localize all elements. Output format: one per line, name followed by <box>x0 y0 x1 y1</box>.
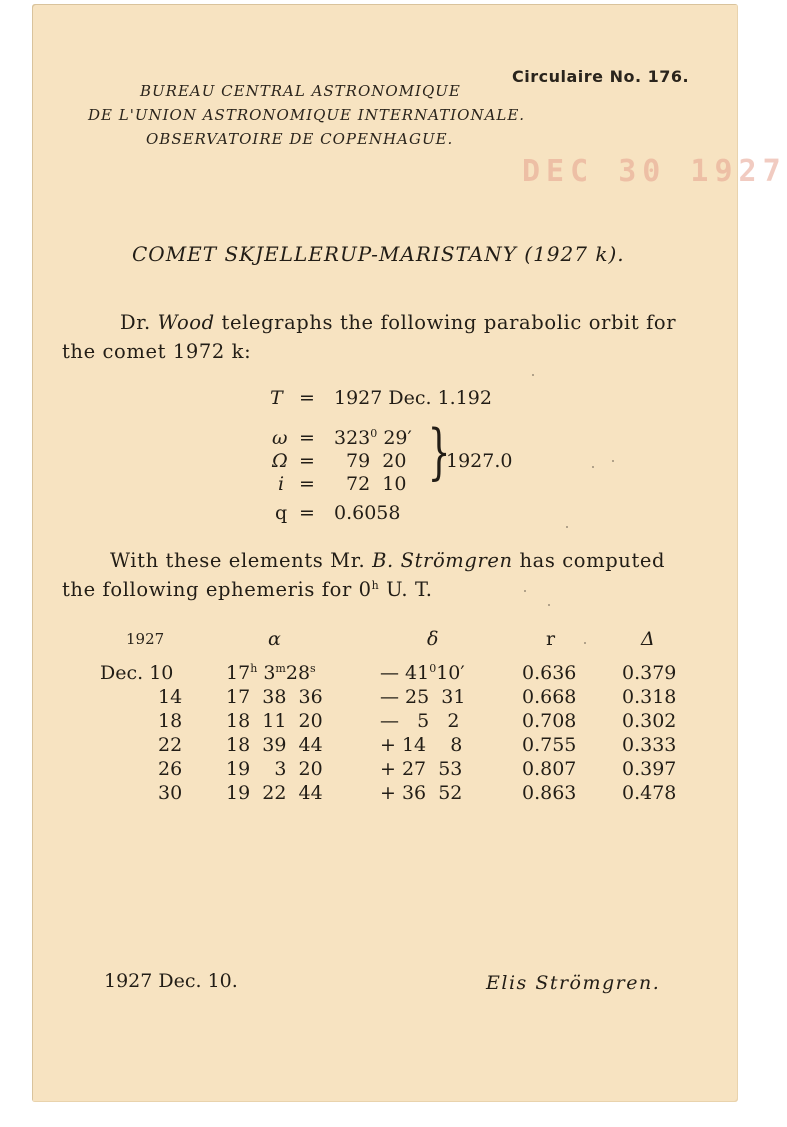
computer-name: B. Strömgren <box>372 549 513 572</box>
row-date: Dec. 10 <box>100 662 174 684</box>
signature: Elis Strömgren. <box>486 972 661 994</box>
ephem-intro-text: With these elements Mr. <box>110 549 373 572</box>
equals-sign: = <box>299 502 315 524</box>
ephemeris-year: 1927 <box>126 630 165 648</box>
omega-glyph: ω <box>272 427 288 449</box>
row-r: 0.636 <box>522 662 577 684</box>
row-ra: 18 39 44 <box>226 734 323 756</box>
row-r: 0.668 <box>522 686 577 708</box>
bureau-line-2: DE L'UNION ASTRONOMIQUE INTERNATIONALE. <box>88 106 526 124</box>
hours-superscript: h <box>371 579 380 592</box>
row-dec: — $41^010'$ <box>380 662 465 684</box>
symbol-q: q <box>275 502 288 524</box>
ephem-intro-text: the following ephemeris for 0 <box>62 578 372 601</box>
row-dec: + 36 52 <box>380 782 463 804</box>
observer-name: Wood <box>157 311 215 334</box>
row-ra: 18 11 20 <box>226 710 323 732</box>
ephem-intro-text: U. T. <box>379 578 433 601</box>
intro-line-1 <box>120 311 676 334</box>
issue-date: 1927 Dec. 10. <box>104 970 238 992</box>
equals-sign: = <box>299 450 315 472</box>
inclination-value: 72 10 <box>346 473 407 495</box>
node-value: 79 20 <box>346 450 407 472</box>
row-date: 26 <box>158 758 183 780</box>
row-ra: 19 3 20 <box>226 758 323 780</box>
right-brace: } <box>427 417 451 487</box>
symbol-node <box>272 450 288 472</box>
row-r: 0.807 <box>522 758 577 780</box>
ra-hours: 17 <box>226 662 251 684</box>
row-ra: 17 38 36 <box>226 686 323 708</box>
column-header-delta: δ <box>427 628 439 650</box>
omega-value: $323^0$ 29′ <box>334 427 412 449</box>
row-r: 0.708 <box>522 710 577 732</box>
equals-sign: = <box>299 387 315 409</box>
ephemeris-intro-line-1 <box>110 549 665 572</box>
comet-title: COMET SKJELLERUP-MARISTANY (1927 k). <box>132 242 625 266</box>
perihelion-distance: 0.6058 <box>334 502 401 524</box>
perihelion-time: 1927 Dec. 1.192 <box>334 387 492 409</box>
row-date: 14 <box>158 686 183 708</box>
intro-line-2: the comet 1972 k: <box>62 340 252 363</box>
row-date: 30 <box>158 782 183 804</box>
paper-speck <box>532 374 534 376</box>
equals-sign: = <box>299 427 315 449</box>
row-ra: 19 22 44 <box>226 782 323 804</box>
row-date: 22 <box>158 734 183 756</box>
symbol-i <box>278 473 284 495</box>
orbit-T <box>270 387 283 409</box>
column-header-r: r <box>546 628 556 650</box>
row-Delta: 0.379 <box>622 662 677 684</box>
symbol-omega <box>272 427 288 449</box>
circulaire-number: Circulaire No. 176. <box>512 67 690 86</box>
row-Delta: 0.478 <box>622 782 677 804</box>
paper-speck <box>524 590 526 592</box>
dec-minutes: 10′ <box>436 662 465 684</box>
row-Delta: 0.333 <box>622 734 677 756</box>
row-Delta: 0.302 <box>622 710 677 732</box>
row-ra: 17$^h$ 3$^m$28$^s$ <box>226 662 316 684</box>
dec-degrees: — 41 <box>380 662 430 684</box>
row-dec: — 5 2 <box>380 710 460 732</box>
row-Delta: 0.397 <box>622 758 677 780</box>
ephem-intro-text: has computed <box>512 549 666 572</box>
row-r: 0.755 <box>522 734 577 756</box>
row-r: 0.863 <box>522 782 577 804</box>
paper-speck <box>548 604 550 606</box>
bureau-line-3: OBSERVATOIRE DE COPENHAGUE. <box>146 130 454 148</box>
bureau-line-1: BUREAU CENTRAL ASTRONOMIQUE <box>140 82 461 100</box>
omega-minutes: 29′ <box>383 427 412 449</box>
circular-card <box>32 4 787 1102</box>
equals-sign: = <box>299 473 315 495</box>
row-dec: — 25 31 <box>380 686 466 708</box>
equinox: 1927.0 <box>446 450 513 472</box>
omega-degrees: 323 <box>334 427 371 449</box>
intro-text: telegraphs the following parabolic orbit for <box>214 311 677 334</box>
received-date-stamp: DEC 30 1927 <box>522 154 787 189</box>
paper-speck <box>612 460 614 462</box>
paper-speck <box>566 526 568 528</box>
paper-speck <box>584 642 586 644</box>
ephemeris-intro-line-2 <box>62 578 433 601</box>
ra-minutes: 3 <box>263 662 276 684</box>
column-header-alpha: α <box>268 628 281 650</box>
ra-seconds: 28 <box>285 662 311 684</box>
symbol-T: T <box>270 387 283 409</box>
row-date: 18 <box>158 710 183 732</box>
row-dec: + 14 8 <box>380 734 463 756</box>
intro-text: Dr. <box>120 311 158 334</box>
row-dec: + 27 53 <box>380 758 463 780</box>
column-header-Delta: Δ <box>641 628 655 650</box>
node-glyph: Ω <box>272 450 288 472</box>
row-Delta: 0.318 <box>622 686 677 708</box>
paper-speck <box>592 466 594 468</box>
inclination-glyph: i <box>278 473 285 495</box>
